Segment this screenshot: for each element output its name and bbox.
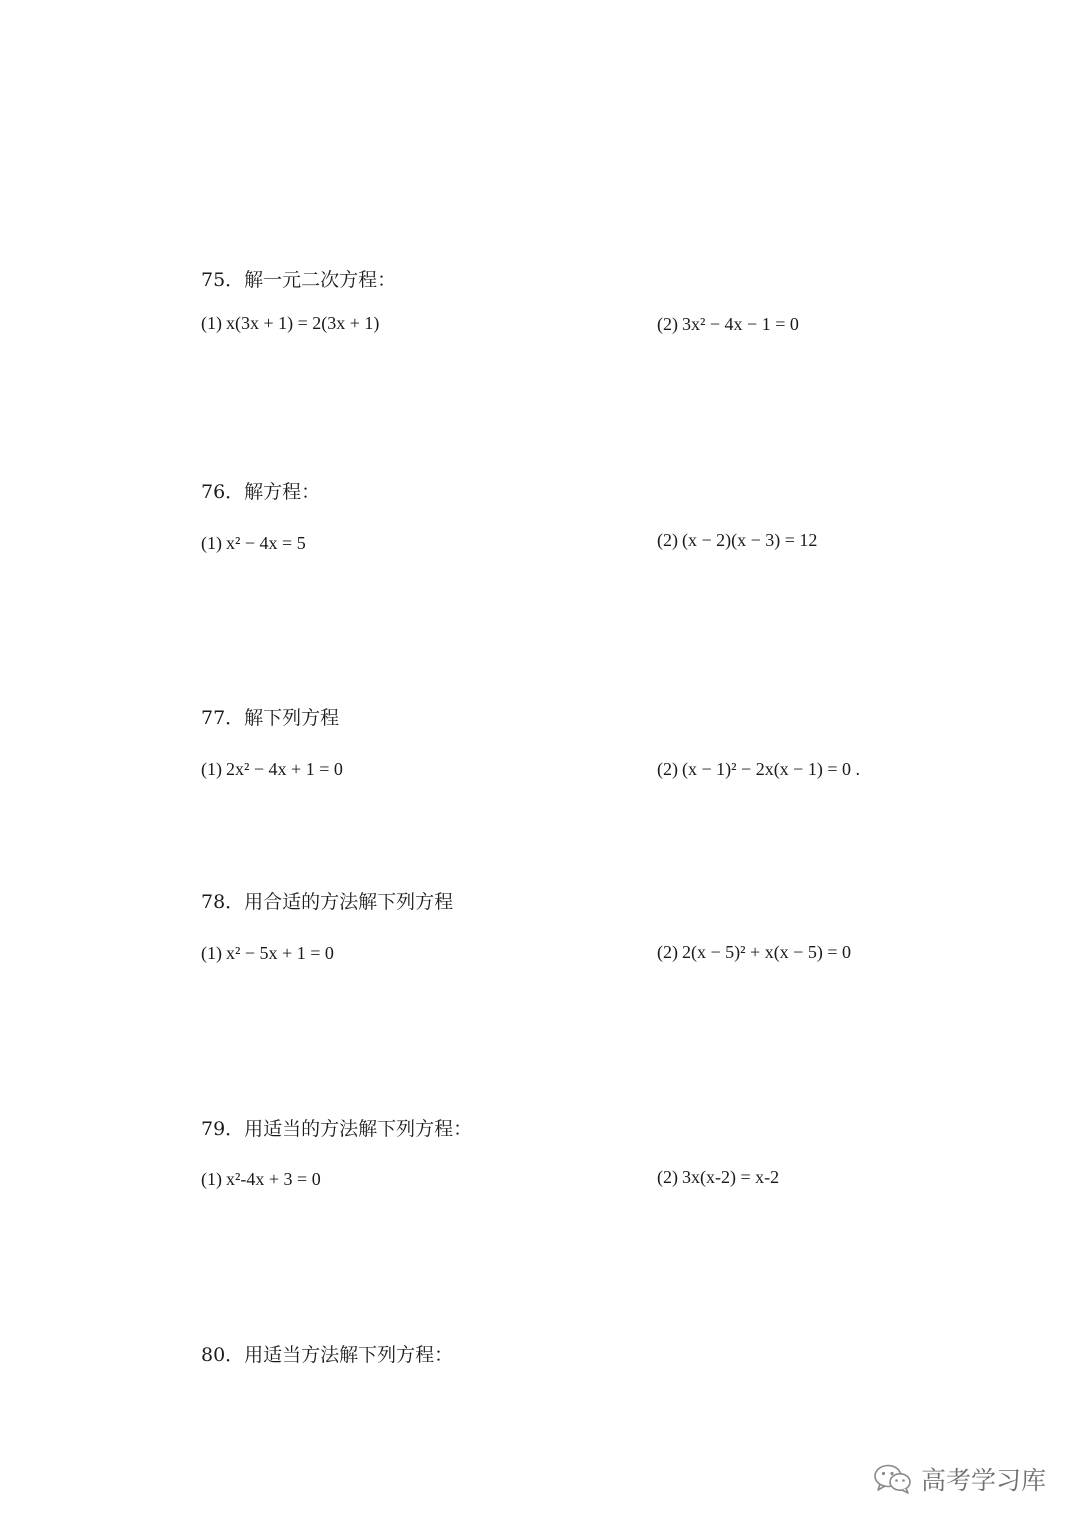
- equation-label: (1): [201, 313, 222, 333]
- equation-label: (2): [657, 530, 678, 550]
- problem-78: [201, 891, 921, 963]
- equation-1: [201, 758, 343, 780]
- problem-80: [201, 1344, 921, 1366]
- equation-label: (2): [657, 1167, 678, 1187]
- wechat-icon: [873, 1463, 913, 1495]
- problem-heading: 76．解方程：: [201, 481, 321, 503]
- equation-text: 3x² − 4x − 1 = 0: [682, 314, 799, 334]
- equation-2: [657, 313, 799, 335]
- problem-76: [201, 481, 921, 553]
- problem-heading: 75．解一元二次方程：: [201, 269, 397, 291]
- problem-heading: 79．用适当的方法解下列方程：: [201, 1118, 473, 1140]
- equation-label: (1): [201, 1169, 222, 1189]
- problem-75: [201, 269, 921, 334]
- equation-2: [657, 1166, 779, 1188]
- equation-text: (x − 1)² − 2x(x − 1) = 0 .: [682, 759, 860, 779]
- problem-77: [201, 707, 921, 779]
- equation-label: (1): [201, 759, 222, 779]
- equation-text: x² − 4x = 5: [226, 533, 306, 553]
- watermark: [873, 1461, 1046, 1497]
- equation-text: x² − 5x + 1 = 0: [226, 943, 334, 963]
- equation-2: [657, 529, 817, 551]
- equation-label: (2): [657, 759, 678, 779]
- equation-label: (1): [201, 943, 222, 963]
- equation-text: x²-4x + 3 = 0: [226, 1169, 321, 1189]
- equation-label: (1): [201, 533, 222, 553]
- watermark-text: 高考学习库: [920, 1466, 1046, 1495]
- equation-label: (2): [657, 314, 678, 334]
- equation-text: x(3x + 1) = 2(3x + 1): [226, 313, 380, 333]
- equation-1: [201, 312, 379, 334]
- problem-79: [201, 1118, 921, 1189]
- equation-1: [201, 532, 306, 554]
- equation-label: (2): [657, 942, 678, 962]
- equation-2: [657, 941, 851, 963]
- equation-text: 2(x − 5)² + x(x − 5) = 0: [682, 942, 851, 962]
- equation-1: [201, 942, 334, 964]
- equation-text: 2x² − 4x + 1 = 0: [226, 759, 343, 779]
- equation-2: [657, 758, 860, 780]
- equation-1: [201, 1168, 321, 1190]
- equation-text: 3x(x-2) = x-2: [682, 1167, 780, 1187]
- problem-heading: 80．用适当方法解下列方程：: [201, 1344, 454, 1366]
- equation-text: (x − 2)(x − 3) = 12: [682, 530, 818, 550]
- problem-heading: 77．解下列方程: [201, 707, 340, 729]
- problem-heading: 78．用合适的方法解下列方程: [201, 891, 454, 913]
